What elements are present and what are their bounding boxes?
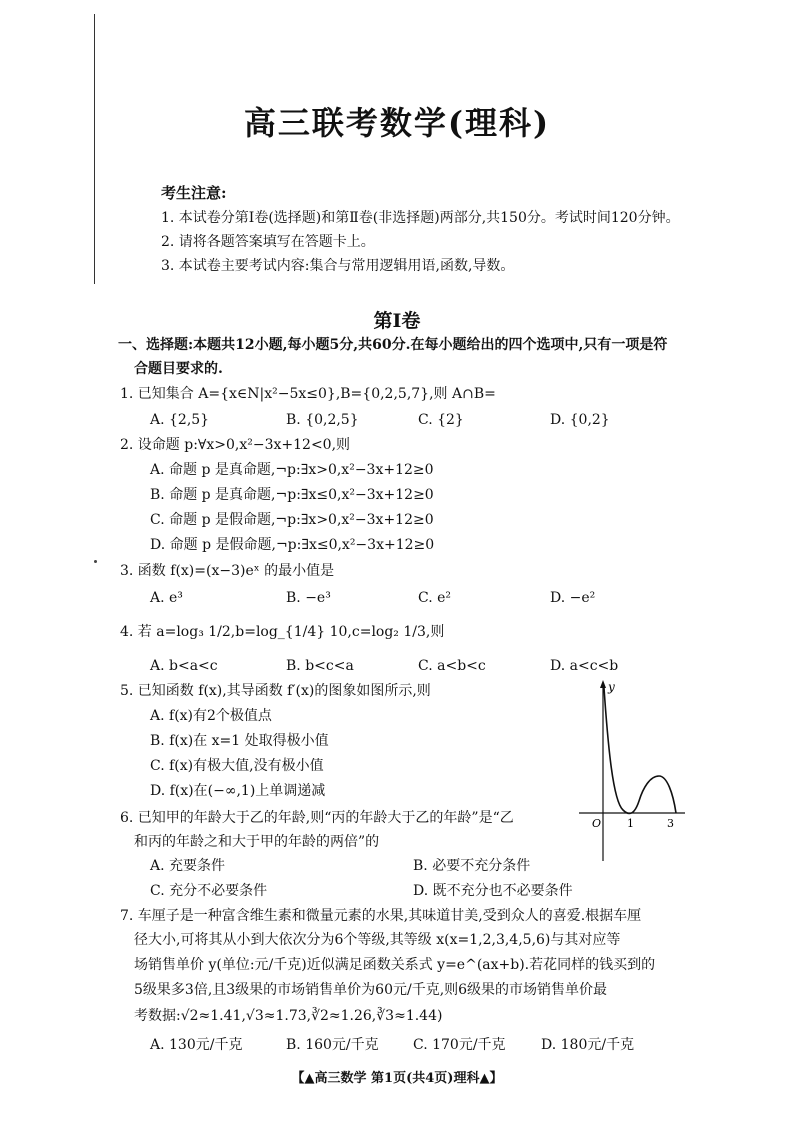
- part-instructions-cont: 合题目要求的.: [134, 361, 223, 377]
- q1-stem: 1. 已知集合 A={x∈N|x²−5x≤0},B={0,2,5,7},则 A∩B=: [120, 386, 496, 402]
- q7-line: 7. 车厘子是一种富含维生素和微量元素的水果,其味道甘美,受到众人的喜爱.根据车厘: [120, 908, 642, 924]
- q5-option-d: D. f(x)在(−∞,1)上单调递减: [150, 783, 326, 799]
- q7-line: 考数据:√2≈1.41,√3≈1.73,∛2≈1.26,∛3≈1.44): [134, 1008, 443, 1024]
- q3-stem: 3. 函数 f(x)=(x−3)eˣ 的最小值是: [120, 563, 335, 579]
- y-axis-arrow: [600, 680, 606, 688]
- page-title: 高三联考数学(理科): [243, 104, 551, 142]
- x-tick-3: 3: [667, 817, 674, 830]
- q3-option-a: A. e³: [150, 590, 183, 606]
- q1-option-a: A. {2,5}: [150, 412, 210, 428]
- q2-option-a: A. 命题 p 是真命题,¬p:∃x>0,x²−3x+12≥0: [150, 462, 434, 478]
- q6-stem-cont: 和丙的年龄之和大于甲的年龄的两倍”的: [134, 834, 380, 850]
- x-tick-1: 1: [627, 817, 634, 830]
- q4-stem: 4. 若 a=log₃ 1/2,b=log_{1/4} 10,c=log₂ 1/3,则: [120, 624, 445, 640]
- part-instructions: 一、选择题:本题共12小题,每小题5分,共60分.在每小题给出的四个选项中,只有一项是符: [118, 337, 668, 353]
- margin-dot: [94, 560, 97, 563]
- q2-option-b: B. 命题 p 是真命题,¬p:∃x≤0,x²−3x+12≥0: [150, 487, 434, 503]
- q3-option-c: C. e²: [418, 590, 452, 606]
- q6-option-b: B. 必要不充分条件: [413, 858, 531, 874]
- q6-option-c: C. 充分不必要条件: [150, 883, 268, 899]
- q7-line: 5级果多3倍,且3级果的市场销售单价为60元/千克,则6级果的市场销售单价最: [134, 982, 608, 998]
- q2-stem: 2. 设命题 p:∀x>0,x²−3x+12<0,则: [120, 437, 351, 453]
- q7-line: 径大小,可将其从小到大依次分为6个等级,其等级 x(x=1,2,3,4,5,6)与其对应等: [134, 932, 621, 948]
- q7-option-a: A. 130元/千克: [150, 1037, 243, 1053]
- q4-option-d: D. a<c<b: [550, 658, 619, 674]
- notice-heading: 考生注意:: [161, 184, 227, 202]
- q2-option-d: D. 命题 p 是假命题,¬p:∃x≤0,x²−3x+12≥0: [150, 537, 435, 553]
- q4-option-b: B. b<c<a: [286, 658, 354, 674]
- page-footer: 【▲高三数学 第1页(共4页)理科▲】: [291, 1071, 503, 1086]
- q6-option-a: A. 充要条件: [150, 858, 226, 874]
- q1-option-c: C. {2}: [418, 412, 464, 428]
- notice-item: 3. 本试卷主要考试内容:集合与常用逻辑用语,函数,导数。: [161, 258, 515, 274]
- q3-option-b: B. −e³: [286, 590, 331, 606]
- notice-item: 1. 本试卷分第Ⅰ卷(选择题)和第Ⅱ卷(非选择题)两部分,共150分。考试时间120分钟。: [161, 210, 680, 226]
- q4-option-c: C. a<b<c: [418, 658, 486, 674]
- y-axis-label: y: [608, 680, 615, 694]
- q5-option-a: A. f(x)有2个极值点: [150, 708, 272, 724]
- q7-option-c: C. 170元/千克: [413, 1037, 506, 1053]
- q7-line: 场销售单价 y(单位:元/千克)近似满足函数关系式 y=e^(ax+b).若花同样的钱买到的: [134, 957, 656, 973]
- notice-item: 2. 请将各题答案填写在答题卡上。: [161, 234, 375, 250]
- q7-option-d: D. 180元/千克: [541, 1037, 635, 1053]
- q3-option-d: D. −e²: [550, 590, 596, 606]
- derivative-graph: [575, 676, 690, 866]
- derivative-curve: [604, 688, 676, 813]
- q1-option-b: B. {0,2,5}: [286, 412, 359, 428]
- binding-line: [94, 14, 95, 284]
- q6-stem: 6. 已知甲的年龄大于乙的年龄,则“丙的年龄大于乙的年龄”是“乙: [120, 810, 514, 826]
- q5-option-b: B. f(x)在 x=1 处取得极小值: [150, 733, 329, 749]
- q4-option-a: A. b<a<c: [150, 658, 218, 674]
- q5-option-c: C. f(x)有极大值,没有极小值: [150, 758, 324, 774]
- q1-option-d: D. {0,2}: [550, 412, 610, 428]
- section-title: 第Ⅰ卷: [373, 310, 421, 332]
- q5-stem: 5. 已知函数 f(x),其导函数 f′(x)的图象如图所示,则: [120, 683, 431, 699]
- q2-option-c: C. 命题 p 是假命题,¬p:∃x>0,x²−3x+12≥0: [150, 512, 434, 528]
- q7-option-b: B. 160元/千克: [286, 1037, 379, 1053]
- q6-option-d: D. 既不充分也不必要条件: [413, 883, 573, 899]
- origin-label: O: [592, 817, 602, 830]
